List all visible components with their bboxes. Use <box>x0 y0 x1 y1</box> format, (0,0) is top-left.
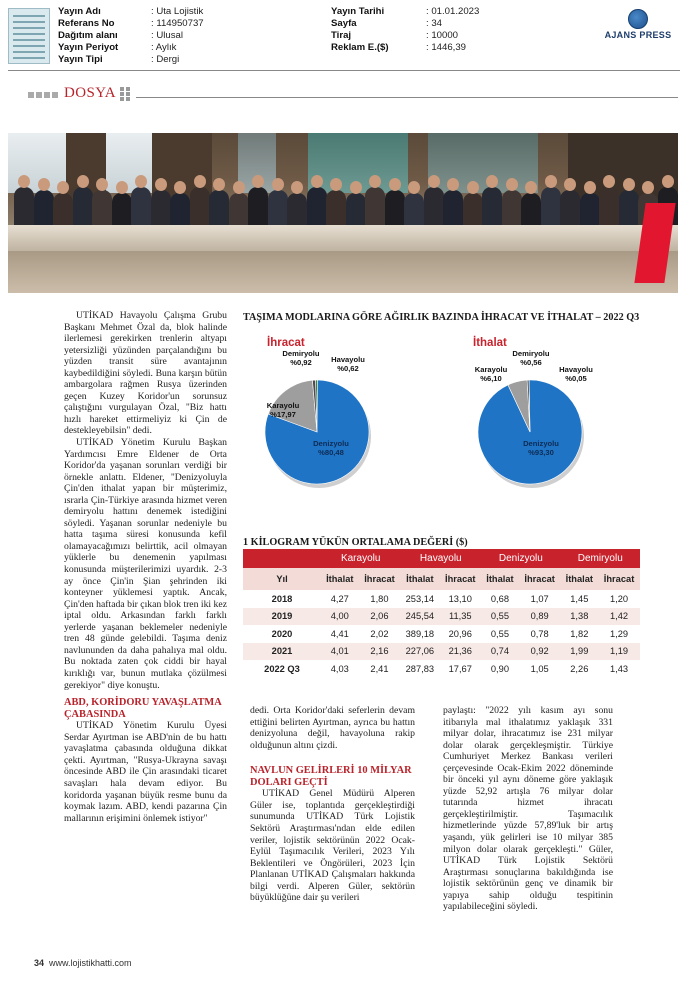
year-cell: 2019 <box>243 608 321 626</box>
value-cell: 253,14 <box>400 590 439 608</box>
subheading: ABD, KORİDORU YAVAŞLATMA ÇABASINDA <box>64 697 222 720</box>
value-cell: 20,96 <box>439 625 481 643</box>
pie-subtitle: İhracat <box>267 337 305 349</box>
pie-label-name: Karayolu <box>474 365 508 374</box>
value-cell: 0,68 <box>481 590 519 608</box>
direction-header: İthalat <box>481 568 519 590</box>
globe-icon <box>628 9 648 29</box>
pie-label-name: Denizyolu <box>313 439 349 448</box>
subheading: NAVLUN GELİRLERİ 10 MİLYAR DOLARI GEÇTİ <box>250 765 412 788</box>
pie-label-name: Demiryolu <box>282 349 320 358</box>
value-cell: 21,36 <box>439 643 481 661</box>
pie-label-name: Demiryolu <box>512 349 550 358</box>
meta-label: Yayın Adı <box>58 6 101 17</box>
meta-label: Yayın Tipi <box>58 54 103 65</box>
value-cell: 1,20 <box>598 590 640 608</box>
value-cell: 1,38 <box>561 608 599 626</box>
table-row <box>243 625 640 643</box>
direction-header: İthalat <box>561 568 599 590</box>
meta-row <box>331 18 479 30</box>
article-column-2 <box>250 705 415 904</box>
paragraph: UTİKAD Havayolu Çalışma Grubu Başkanı Mehmet Özal da, blok halinde ilerlemesi gerekirken trenlerin altyapı yetersizliği yüzünden parçalandığını bu yüzden transit süre avantajının kaybedildiğini söyledi. Buna karşın bütün ambargolara rağmen Rusya üzerinden geçen Kuzey Koridor'un sorunsuz çalıştığını vurgulayan Özal, "Biz hattı hızlı hareket ettirmeliyiz ki Çin de destekleyebilsin" dedi. <box>64 310 227 437</box>
pie-label-value: %0,62 <box>337 364 359 373</box>
website-link[interactable]: www.lojistikhatti.com <box>49 958 132 968</box>
value-cell: 2,16 <box>359 643 401 661</box>
section-rule <box>136 97 678 98</box>
value-cell: 1,29 <box>598 625 640 643</box>
table-row <box>243 590 640 608</box>
press-clipping-header <box>8 6 680 68</box>
pie-label-value: %0,56 <box>520 358 542 367</box>
value-cell: 227,06 <box>400 643 439 661</box>
direction-header: İthalat <box>321 568 359 590</box>
meeting-photo <box>8 133 678 293</box>
meta-value: : 34 <box>426 18 443 29</box>
publication-thumbnail[interactable] <box>8 8 50 64</box>
value-cell: 2,02 <box>359 625 401 643</box>
meta-row <box>58 30 204 42</box>
pie-chart-title: TAŞIMA MODLARINA GÖRE AĞIRLIK BAZINDA İHRACAT VE İTHALAT – 2022 Q3 <box>243 312 640 323</box>
meta-row <box>331 42 479 54</box>
meta-row <box>331 30 479 42</box>
meta-value: : 1446,39 <box>426 42 467 53</box>
table-row <box>243 643 640 661</box>
logo-text: AJANS PRESS <box>604 30 672 40</box>
ajans-press-logo <box>598 9 678 45</box>
value-cell: 2,41 <box>359 660 401 678</box>
value-cell: 0,55 <box>481 625 519 643</box>
article-column-1 <box>64 310 227 824</box>
value-cell: 1,80 <box>359 590 401 608</box>
meta-row <box>331 6 479 18</box>
meta-row <box>58 54 204 66</box>
value-cell: 11,35 <box>439 608 481 626</box>
table-row <box>243 660 640 678</box>
value-cell: 1,19 <box>598 643 640 661</box>
pie-label-value: %0,92 <box>290 358 312 367</box>
meta-label: Dağıtım alanı <box>58 30 118 41</box>
table-row <box>243 608 640 626</box>
direction-header: İthalat <box>400 568 439 590</box>
value-cell: 0,78 <box>519 625 561 643</box>
meta-value: : Aylık <box>151 42 177 53</box>
value-cell: 1,99 <box>561 643 599 661</box>
mode-header: Denizyolu <box>481 549 560 568</box>
direction-header: İhracat <box>519 568 561 590</box>
meta-label: Reklam E.($) <box>331 42 389 53</box>
meta-label: Yayın Periyot <box>58 42 119 53</box>
value-per-kg-table <box>243 549 640 678</box>
year-cell: 2022 Q3 <box>243 660 321 678</box>
article-column-3 <box>443 705 613 913</box>
pie-subtitle: İthalat <box>473 337 507 349</box>
paragraph: dedi. Orta Koridor'daki seferlerin devam ettiğini belirten Ayırtman, ayrıca bu hattın denizyoluna değil, havayoluna rakip olduğunun altını çizdi. <box>250 705 415 751</box>
value-cell: 13,10 <box>439 590 481 608</box>
mode-header: Demiryolu <box>561 549 640 568</box>
pie-charts <box>243 326 643 526</box>
value-cell: 4,03 <box>321 660 359 678</box>
pie-label-value: %6,10 <box>480 374 502 383</box>
direction-header: İhracat <box>359 568 401 590</box>
pie-label-name: Denizyolu <box>523 439 559 448</box>
year-cell: 2018 <box>243 590 321 608</box>
value-cell: 0,55 <box>481 608 519 626</box>
value-cell: 1,42 <box>598 608 640 626</box>
value-cell: 0,89 <box>519 608 561 626</box>
year-header: Yıl <box>243 568 321 590</box>
table-title: 1 KİLOGRAM YÜKÜN ORTALAMA DEĞERİ ($) <box>243 537 468 548</box>
paragraph: UTİKAD Genel Müdürü Alperen Güler ise, toplantıda gerçekleştirdiği sunumunda UTİKAD Türk Lojistik Sektörü Araştırması'ndan elde edilen veriler, lojistik sektörünün 2022 Ocak-Eylül Taşımacılık Verileri, 2023 Yılı Beklentileri ve Öngörüleri, 2023 İçin Planlanan UTİKAD Çalışmaları hakkında bilgi verdi. Alperen Güler, sektörün büyüklüğüne dair şu verileri <box>250 788 415 904</box>
value-cell: 4,27 <box>321 590 359 608</box>
corner-cell <box>243 549 321 568</box>
page-footer <box>34 958 132 968</box>
mode-header: Karayolu <box>321 549 400 568</box>
meta-value: : 01.01.2023 <box>426 6 480 17</box>
value-cell: 245,54 <box>400 608 439 626</box>
meta-value: : Ulusal <box>151 30 183 41</box>
mode-header: Havayolu <box>400 549 481 568</box>
value-cell: 0,90 <box>481 660 519 678</box>
grid-icon <box>120 87 132 101</box>
meta-label: Yayın Tarihi <box>331 6 385 17</box>
meta-value: : 114950737 <box>151 18 204 29</box>
header-divider <box>8 70 680 71</box>
value-cell: 1,05 <box>519 660 561 678</box>
meta-value: : Uta Lojistik <box>151 6 204 17</box>
page-number: 34 <box>34 958 45 968</box>
pie-label-value: %0,05 <box>565 374 587 383</box>
pie-label-value: %93,30 <box>528 448 554 457</box>
value-cell: 1,45 <box>561 590 599 608</box>
value-cell: 4,01 <box>321 643 359 661</box>
value-cell: 0,74 <box>481 643 519 661</box>
year-cell: 2020 <box>243 625 321 643</box>
direction-header: İhracat <box>439 568 481 590</box>
meta-value: : 10000 <box>426 30 459 41</box>
meta-row <box>58 18 204 30</box>
meta-label: Referans No <box>58 18 115 29</box>
year-cell: 2021 <box>243 643 321 661</box>
meta-label: Sayfa <box>331 18 357 29</box>
meta-left <box>58 6 204 66</box>
paragraph: UTİKAD Yönetim Kurulu Üyesi Serdar Ayırtman ise ABD'nin de bu hattı yavaşlatma çabasında olduğuna dikkat çekti. Ayırtman, "Rusya-Ukrayna savaşı öncesinde ABD ile Çin arasındaki ticaret savaşları hala devam ediyor. Bu koridorda yaşanan büyük resme bunu da koymak lazım. ABD, kendi pazarına Çin mallarının erişimini önlemek istiyor" <box>64 720 227 824</box>
meta-right <box>331 6 479 54</box>
value-cell: 2,06 <box>359 608 401 626</box>
meta-row <box>58 6 204 18</box>
meta-label: Tiraj <box>331 30 352 41</box>
section-title: DOSYA <box>64 85 117 101</box>
value-cell: 0,92 <box>519 643 561 661</box>
value-cell: 1,82 <box>561 625 599 643</box>
pie-label-name: Havayolu <box>331 355 365 364</box>
value-cell: 4,41 <box>321 625 359 643</box>
value-cell: 17,67 <box>439 660 481 678</box>
pie-label-name: Karayolu <box>266 401 300 410</box>
pie-label-name: Havayolu <box>559 365 593 374</box>
value-cell: 1,43 <box>598 660 640 678</box>
value-cell: 287,83 <box>400 660 439 678</box>
direction-header: İhracat <box>598 568 640 590</box>
pie-label-value: %80,48 <box>318 448 344 457</box>
pie-label-value: %17,97 <box>270 410 296 419</box>
paragraph: paylaştı: "2022 yılı kasım ayı sonu itibarıyla mal ithalatımız yaklaşık 331 milyar dolar, ihracatımız ise 231 milyar dolar olarak gerçekleşmiştir. Türkiye Cumhuriyet Merkez Bankası verileri çerçevesinde Ocak-Ekim 2022 döneminde bir önceki yıl aynı döneme göre yaklaşık yüzde 52,92 artışla 76 milyar dolar tutarında hizmet ihracatı gerçekleştirilmiştir. Taşımacılık hizmetlerinde yüzde 57,89'luk bir artış yaşandı, yük gelirleri ise 10 milyar 385 milyon dolar olarak gerçekleşti." Güler, UTİKAD Türk Lojistik Sektörü Araştırması sonuçlarına bakıldığında ise lojistik sektörünün genç ve dinamik bir yapıya sahip olduğu tespitinin yapılabileceğini söyledi. <box>443 705 613 913</box>
value-cell: 389,18 <box>400 625 439 643</box>
section-header <box>28 85 678 105</box>
meta-value: : Dergi <box>151 54 180 65</box>
value-cell: 1,07 <box>519 590 561 608</box>
value-cell: 4,00 <box>321 608 359 626</box>
value-cell: 2,26 <box>561 660 599 678</box>
paragraph: UTİKAD Yönetim Kurulu Başkan Yardımcısı Emre Eldener de Orta Koridor'da yaşanan sorunları verdiği bir örnekle anlattı. Eldener, "Denizyoluyla Çin'den ithalat yapan bir müşterimiz, ısrarla Çin-Türkiye arasında hizmet veren demiryolu hattını denemek istediğini söyledi. Yaşanan sorunlar nedeniyle bu hatta taşıma süresi konusunda kefil olamayacağımızı belirttik, acil olmayan yüklerle bu denemenin yapılması konusunda müşterilerimizi uyardık. 2-3 ay önce Çin'in Şian şehrinden iki konteyner yüklemesi yaptık. Ancak, Çin'den haftada bir çıkan blok tren iki kez iptal oldu. Arkasından farklı farklı yerlerde yaşanan beklemeler nedeniyle tren 48 günde gelebildi. Taşıma deniz navlununden da daha pahalıya mal oldu. Bu noktada zaten çok ciddi bir hayal kırıklığı var, bunun mutlaka çözülmesi gerekiyor" diye konuştu. <box>64 437 227 691</box>
meta-row <box>58 42 204 54</box>
